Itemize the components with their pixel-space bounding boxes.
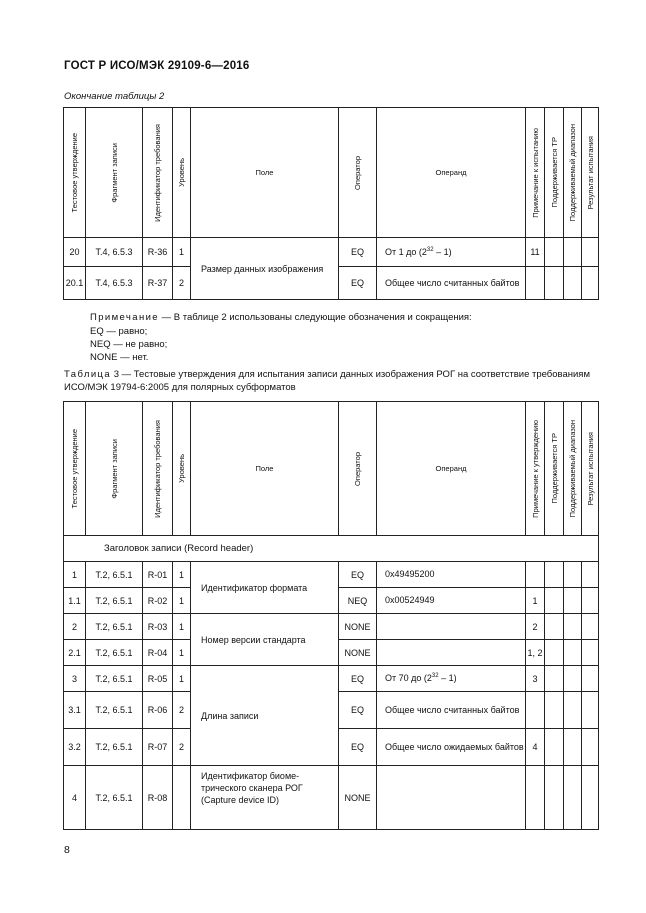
section-title: Заголовок записи (Record header) <box>64 536 599 562</box>
cell-note: 1 <box>526 588 545 614</box>
note-line: NONE — нет. <box>90 352 149 363</box>
cell-note <box>526 562 545 588</box>
cell-req: R-05 <box>143 666 173 692</box>
cell-empty <box>564 640 582 666</box>
document-header: ГОСТ Р ИСО/МЭК 29109-6—2016 <box>64 60 250 72</box>
cell-empty <box>582 766 599 830</box>
cell-req: R-08 <box>143 766 173 830</box>
cell-field: Идентификатор биометрического сканера РОГ (Capture device ID) <box>191 766 339 830</box>
col-header: Уровень <box>173 108 191 238</box>
cell-req: R-02 <box>143 588 173 614</box>
cell-operand: 0x00524949 <box>377 588 526 614</box>
cell-operator: EQ <box>339 562 377 588</box>
cell-note: 1, 2 <box>526 640 545 666</box>
cell-level: 1 <box>173 614 191 640</box>
col-header: Поле <box>191 108 339 238</box>
table-row <box>64 238 599 267</box>
cell-level: 1 <box>173 640 191 666</box>
cell-field: Длина записи <box>191 666 339 766</box>
note-label: Примечание <box>90 312 159 323</box>
col-header: Тестовое утверждение <box>64 402 86 536</box>
cell-empty <box>564 588 582 614</box>
cell-id: 3.2 <box>64 729 86 766</box>
col-header: Оператор <box>339 402 377 536</box>
cell-empty <box>564 238 582 267</box>
cell-id: 4 <box>64 766 86 830</box>
note-text: — В таблице 2 использованы следующие обозначения и сокращения: <box>159 312 472 323</box>
col-header: Фрагмент записи <box>86 108 143 238</box>
cell-operand: Общее число ожидаемых байтов <box>377 729 526 766</box>
table-2 <box>63 107 599 300</box>
cell-empty <box>545 766 564 830</box>
cell-empty <box>582 666 599 692</box>
cell-empty <box>582 588 599 614</box>
table-3 <box>63 401 599 830</box>
col-header: Примечание к испытанию <box>526 108 545 238</box>
table-row <box>64 766 599 830</box>
col-header: Поддерживается ТР <box>545 402 564 536</box>
cell-empty <box>582 614 599 640</box>
cell-id: 3 <box>64 666 86 692</box>
cell-req: R-01 <box>143 562 173 588</box>
cell-req: R-06 <box>143 692 173 729</box>
cell-level: 1 <box>173 588 191 614</box>
cell-id: 2.1 <box>64 640 86 666</box>
col-header: Тестовое утверждение <box>64 108 86 238</box>
cell-fragment: T.4, 6.5.3 <box>86 267 143 300</box>
cell-level: 1 <box>173 562 191 588</box>
cell-fragment: T.2, 6.5.1 <box>86 692 143 729</box>
cell-empty <box>564 614 582 640</box>
col-header: Результат испытания <box>582 402 599 536</box>
cell-level: 1 <box>173 666 191 692</box>
col-header: Примечание к утверждению <box>526 402 545 536</box>
cell-field: Идентификатор формата <box>191 562 339 614</box>
cell-field: Номер версии стандарта <box>191 614 339 666</box>
col-header: Поддерживается ТР <box>545 108 564 238</box>
cell-req: R-36 <box>143 238 173 267</box>
cell-req: R-07 <box>143 729 173 766</box>
note-line: EQ — равно; <box>90 326 148 337</box>
cell-fragment: T.2, 6.5.1 <box>86 588 143 614</box>
table3-caption <box>64 368 604 394</box>
cell-id: 1.1 <box>64 588 86 614</box>
cell-empty <box>545 729 564 766</box>
cell-empty <box>564 267 582 300</box>
table3-header-row <box>64 402 599 536</box>
cell-empty <box>545 562 564 588</box>
cell-note <box>526 692 545 729</box>
cell-operator: NEQ <box>339 588 377 614</box>
cell-empty <box>582 238 599 267</box>
cell-id: 1 <box>64 562 86 588</box>
cell-empty <box>582 562 599 588</box>
table-row <box>64 562 599 588</box>
cell-fragment: T.2, 6.5.1 <box>86 640 143 666</box>
col-header: Фрагмент записи <box>86 402 143 536</box>
col-header: Поле <box>191 402 339 536</box>
cell-empty <box>545 588 564 614</box>
col-header: Идентификатор требования <box>143 108 173 238</box>
cell-operator: NONE <box>339 640 377 666</box>
col-header: Результат испытания <box>582 108 599 238</box>
cell-empty <box>545 692 564 729</box>
note-line <box>90 311 472 324</box>
table3-caption-label: Таблица <box>64 369 112 380</box>
cell-note: 2 <box>526 614 545 640</box>
cell-operator: EQ <box>339 666 377 692</box>
col-header: Операнд <box>377 402 526 536</box>
cell-empty <box>545 614 564 640</box>
cell-operand: От 1 до $(2^{32} - 1)$ <box>377 238 526 267</box>
col-header: Уровень <box>173 402 191 536</box>
cell-operator: EQ <box>339 238 377 267</box>
cell-operator: EQ <box>339 729 377 766</box>
table-row <box>64 614 599 640</box>
cell-empty <box>582 640 599 666</box>
cell-id: 2 <box>64 614 86 640</box>
cell-fragment: T.2, 6.5.1 <box>86 614 143 640</box>
cell-id: 20.1 <box>64 267 86 300</box>
cell-operator: NONE <box>339 614 377 640</box>
col-header: Поддерживаемый диапазон <box>564 108 582 238</box>
cell-operand <box>377 614 526 640</box>
cell-note: 11 <box>526 238 545 267</box>
cell-req: R-04 <box>143 640 173 666</box>
cell-note <box>526 766 545 830</box>
cell-operand: Общее число считанных байтов <box>377 267 526 300</box>
cell-empty <box>582 267 599 300</box>
cell-operand: 0x49495200 <box>377 562 526 588</box>
cell-field: Размер данных изображения <box>191 238 339 300</box>
col-header: Операнд <box>377 108 526 238</box>
cell-req: R-03 <box>143 614 173 640</box>
table2-header-row <box>64 108 599 238</box>
cell-id: 3.1 <box>64 692 86 729</box>
cell-level: 2 <box>173 692 191 729</box>
cell-fragment: T.2, 6.5.1 <box>86 766 143 830</box>
col-header: Оператор <box>339 108 377 238</box>
cell-empty <box>564 562 582 588</box>
cell-level: 2 <box>173 729 191 766</box>
cell-level: 1 <box>173 238 191 267</box>
cell-operator: EQ <box>339 267 377 300</box>
cell-level <box>173 766 191 830</box>
cell-empty <box>564 692 582 729</box>
cell-note: 4 <box>526 729 545 766</box>
table3-caption-text: 3 — Тестовые утверждения для испытания записи данных изображения РОГ на соответствие требованиям ИСО/МЭК 19794-6:2005 для полярных субформатов <box>64 369 590 393</box>
cell-empty <box>564 666 582 692</box>
cell-empty <box>545 666 564 692</box>
col-header: Поддерживаемый диапазон <box>564 402 582 536</box>
cell-operator: NONE <box>339 766 377 830</box>
cell-operand <box>377 640 526 666</box>
cell-empty <box>564 729 582 766</box>
table2-continuation-caption: Окончание таблицы 2 <box>64 91 165 102</box>
cell-req: R-37 <box>143 267 173 300</box>
cell-id: 20 <box>64 238 86 267</box>
cell-empty <box>545 640 564 666</box>
section-row <box>64 536 599 562</box>
cell-fragment: T.2, 6.5.1 <box>86 562 143 588</box>
cell-empty <box>564 766 582 830</box>
page-number: 8 <box>64 844 70 856</box>
table-row <box>64 666 599 692</box>
cell-fragment: T.2, 6.5.1 <box>86 666 143 692</box>
cell-operand <box>377 766 526 830</box>
cell-note <box>526 267 545 300</box>
cell-empty <box>545 238 564 267</box>
cell-operand: Общее число считанных байтов <box>377 692 526 729</box>
cell-operand: От 70 до $(2^{32} - 1)$ <box>377 666 526 692</box>
cell-fragment: T.4, 6.5.3 <box>86 238 143 267</box>
col-header: Идентификатор требования <box>143 402 173 536</box>
cell-note: 3 <box>526 666 545 692</box>
cell-fragment: T.2, 6.5.1 <box>86 729 143 766</box>
cell-level: 2 <box>173 267 191 300</box>
cell-empty <box>582 692 599 729</box>
cell-empty <box>545 267 564 300</box>
cell-operator: EQ <box>339 692 377 729</box>
cell-empty <box>582 729 599 766</box>
note-line: NEQ — не равно; <box>90 339 168 350</box>
